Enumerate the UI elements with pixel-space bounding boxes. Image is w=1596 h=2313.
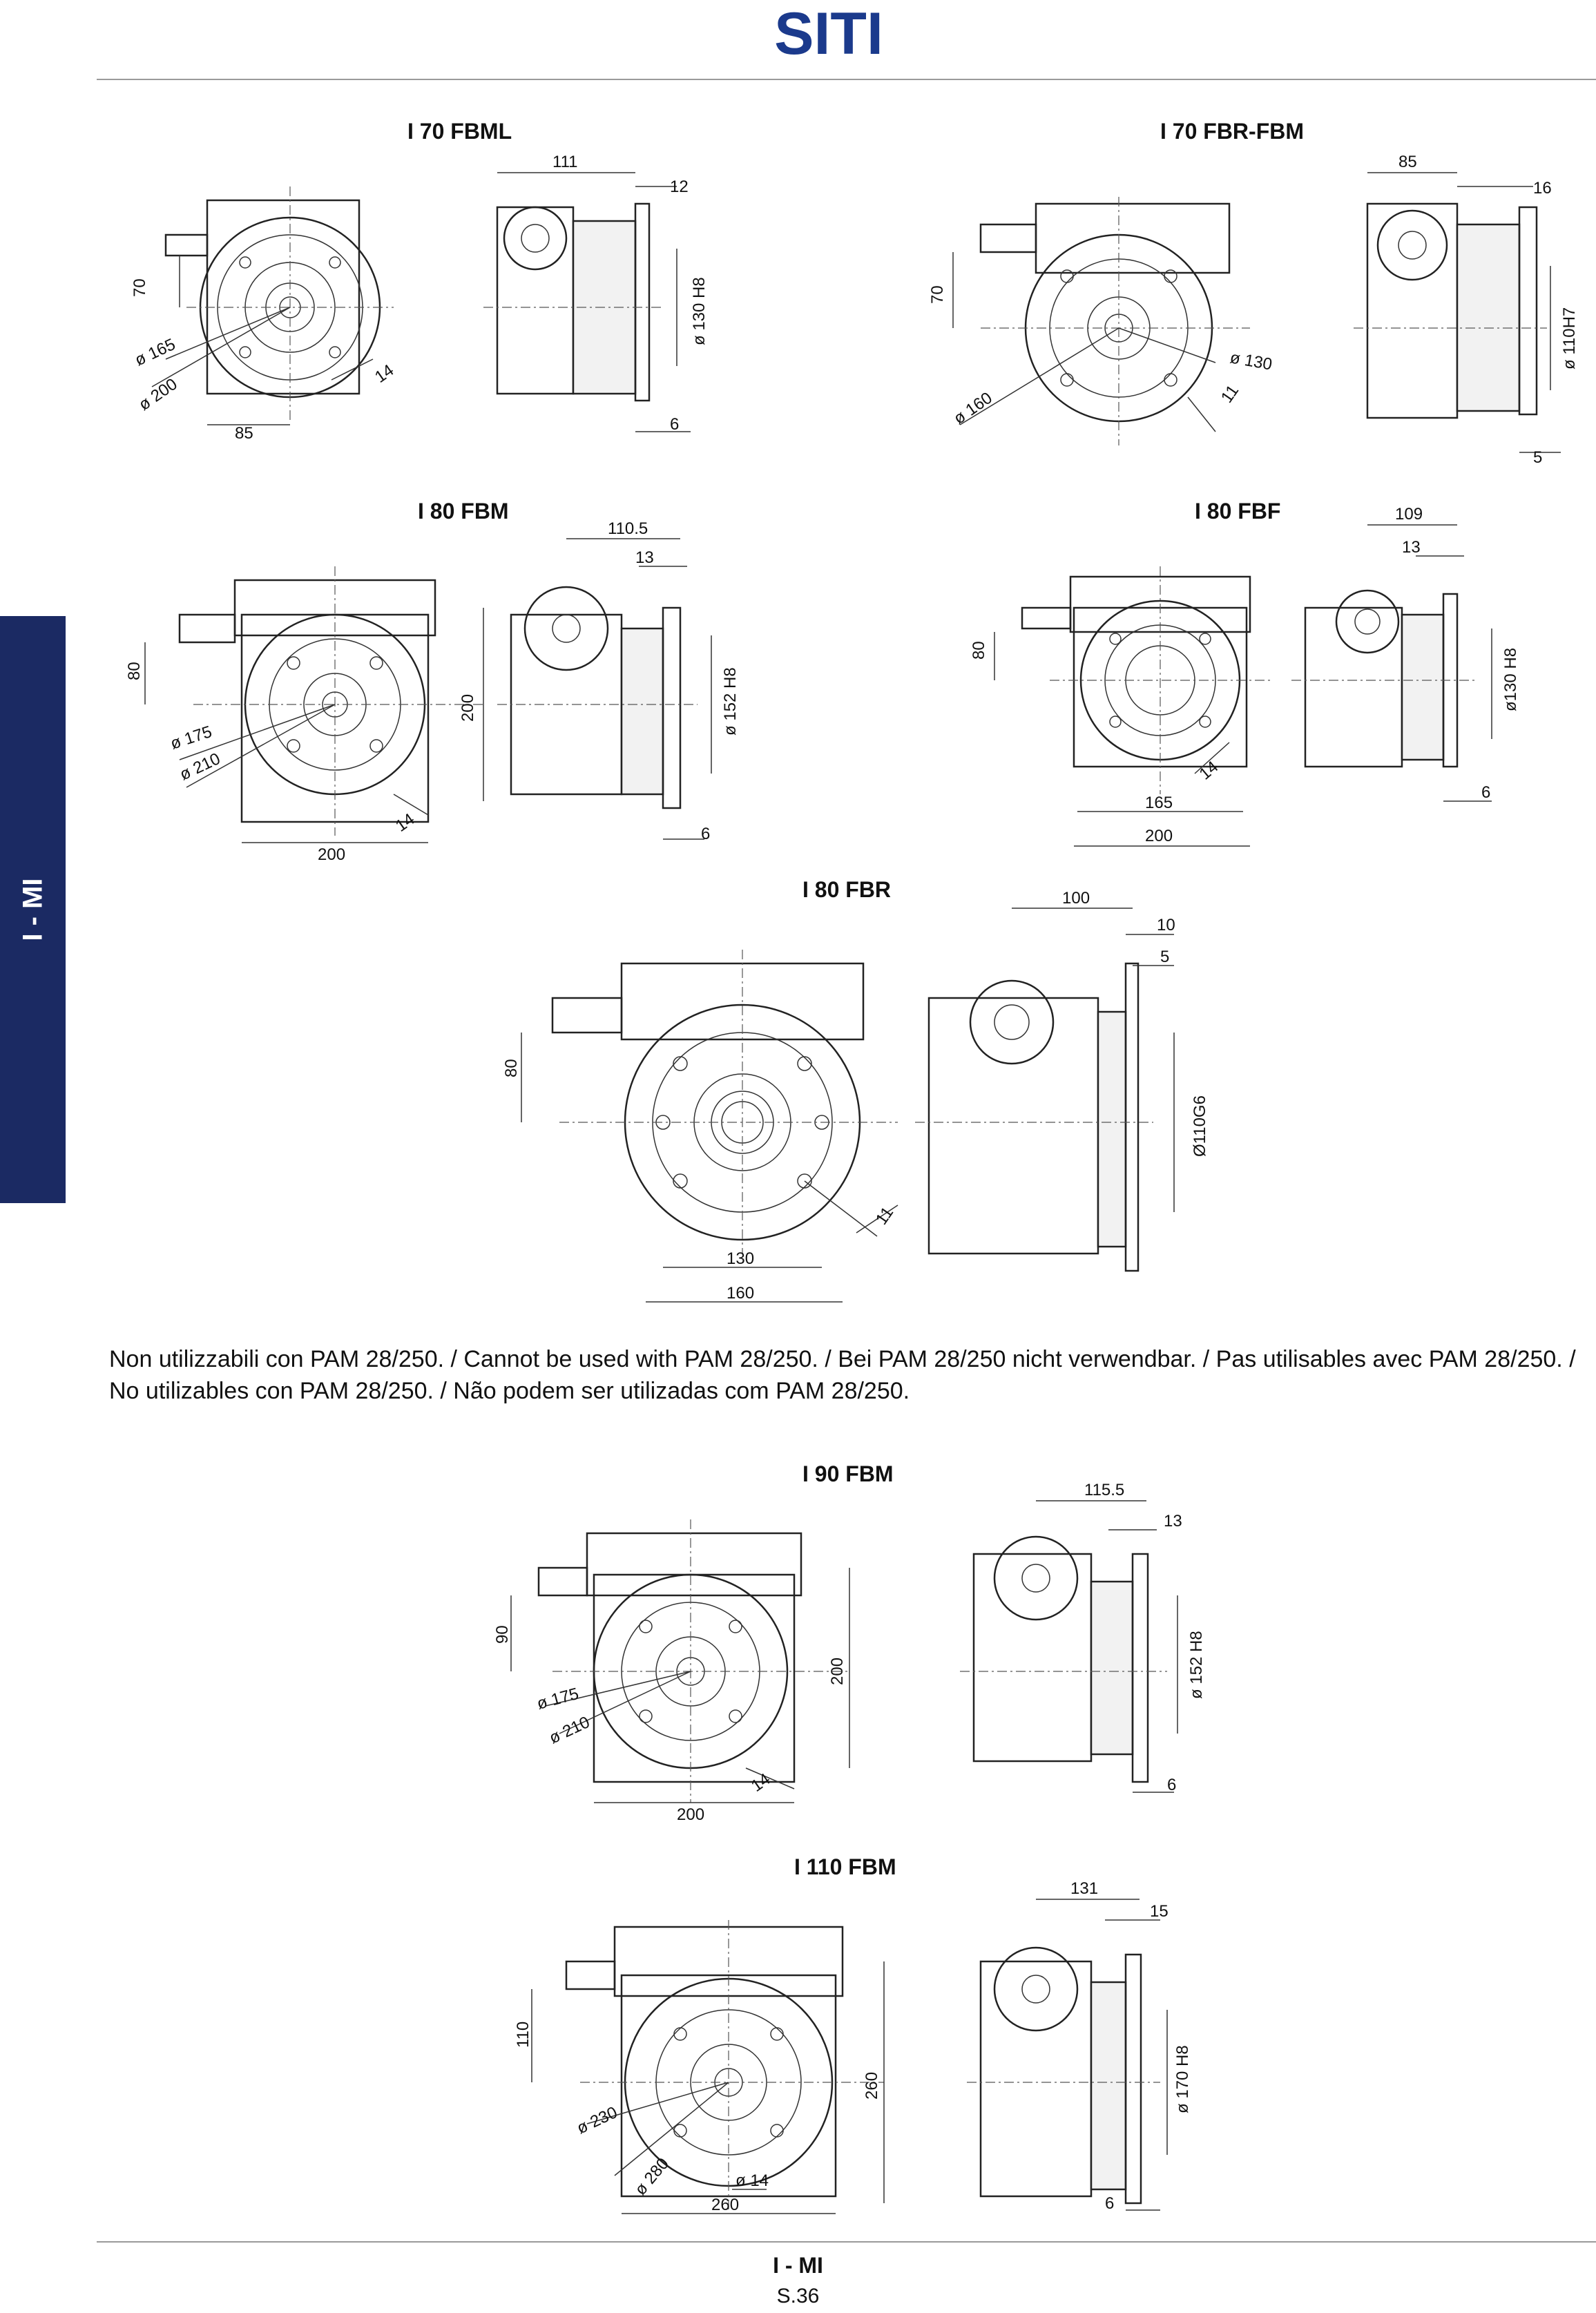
dim-130: 130 [727,1249,755,1268]
dim-100: 100 [1062,889,1090,908]
dim-14: 14 [747,1769,774,1796]
drawing-title-i80fbr: I 80 FBR [802,877,892,902]
dim-d170h8: ø 170 H8 [1173,2045,1192,2113]
dim-200-v: 200 [459,693,477,722]
dim-d230: ø 230 [574,2103,621,2138]
footer-section: I - MI [773,2253,823,2278]
dim-260-v: 260 [863,2071,881,2100]
header-rule [97,79,1596,80]
dim-13: 13 [1164,1512,1182,1530]
section-side-tab [0,616,66,1203]
dim-13: 13 [635,548,654,567]
dim-13: 13 [1402,538,1421,557]
dim-5: 5 [1160,948,1170,966]
dim-70: 70 [928,285,947,304]
dim-14: 14 [1195,757,1222,784]
dim-11: 11 [872,1203,898,1229]
dim-115-5: 115.5 [1084,1481,1125,1499]
dim-11: 11 [1217,381,1243,407]
side-tab-label: I - MI [17,878,48,941]
dim-d175: ø 175 [535,1684,581,1714]
dim-200-h: 200 [677,1805,705,1824]
drawing-title-i70fbrfbm: I 70 FBR-FBM [1160,119,1304,144]
drawing-title-i70fbml: I 70 FBML [407,119,512,144]
dim-85: 85 [235,424,253,443]
dim-110: 110 [514,2021,532,2048]
dim-165: 165 [1145,794,1173,812]
dim-110-5: 110.5 [608,519,648,538]
dim-d200: ø 200 [135,374,181,414]
dim-6: 6 [670,415,680,434]
dim-6: 6 [1481,783,1491,802]
compatibility-note: Non utilizzabili con PAM 28/250. / Cannot be used with PAM 28/250. / Bei PAM 28/250 nicht verwendbar. / Pas utilisables avec PAM 28/250. / No utilizables con PAM 28/250. / Não podem ser utilizadas com PAM 28/250. [109,1346,1576,1404]
dim-200-h: 200 [318,845,346,864]
drawing-title-i80fbf: I 80 FBF [1195,499,1281,524]
dim-d152h8: ø 152 H8 [721,667,740,736]
drawing-i70fbml [124,153,711,449]
dim-d152h8: ø 152 H8 [1187,1631,1206,1699]
dim-6: 6 [1105,2194,1115,2213]
dim-80: 80 [970,641,988,660]
dim-200-v: 200 [828,1657,847,1685]
dim-85: 85 [1398,153,1417,171]
siti-logo [767,6,891,62]
dim-80: 80 [502,1059,521,1077]
dim-d165: ø 165 [132,335,179,370]
dim-131: 131 [1070,1879,1099,1898]
dim-d130: ø 130 [1228,348,1274,374]
drawing-i80fbm [124,519,746,864]
dim-5: 5 [1533,448,1543,467]
dim-15: 15 [1150,1902,1169,1921]
dim-160: 160 [727,1284,755,1303]
dim-260-h: 260 [711,2196,740,2214]
drawing-i110fbm [497,1879,1257,2224]
dim-14: 14 [392,809,419,836]
dim-d175: ø 175 [168,722,215,754]
dim-16: 16 [1533,179,1552,198]
drawing-i90fbm [483,1478,1257,1823]
drawing-i80fbf [967,504,1575,856]
footer-rule [97,2241,1596,2243]
dim-d130h8: ø 130 H8 [690,277,709,345]
drawing-title-i90fbm: I 90 FBM [802,1461,894,1486]
dim-90: 90 [493,1625,512,1644]
dim-d130h8: ø130 H8 [1501,647,1520,711]
dim-14: 14 [371,361,398,387]
dim-d210: ø 210 [177,749,224,785]
drawing-title-i80fbm: I 80 FBM [418,499,509,524]
drawing-title-i110fbm: I 110 FBM [794,1854,896,1879]
dim-d160: ø 160 [950,388,996,428]
logo-text: SITI [774,6,883,62]
footer-page-number: S.36 [776,2285,820,2307]
dim-d110h7: ø 110H7 [1560,307,1579,369]
dim-6: 6 [1167,1776,1177,1794]
dim-d280: ø 280 [631,2154,673,2199]
dim-111: 111 [552,153,578,171]
dim-10: 10 [1157,916,1175,934]
dim-12: 12 [670,177,689,196]
dim-200: 200 [1145,827,1173,845]
dim-d110g6: Ø110G6 [1191,1095,1209,1157]
dim-109: 109 [1395,505,1423,524]
dim-d14: ø 14 [735,2171,769,2190]
dim-80: 80 [125,662,144,680]
dim-6: 6 [701,825,711,843]
dim-d210: ø 210 [546,1713,593,1748]
drawing-i70fbrfbm [925,155,1588,473]
dim-70: 70 [131,278,149,297]
